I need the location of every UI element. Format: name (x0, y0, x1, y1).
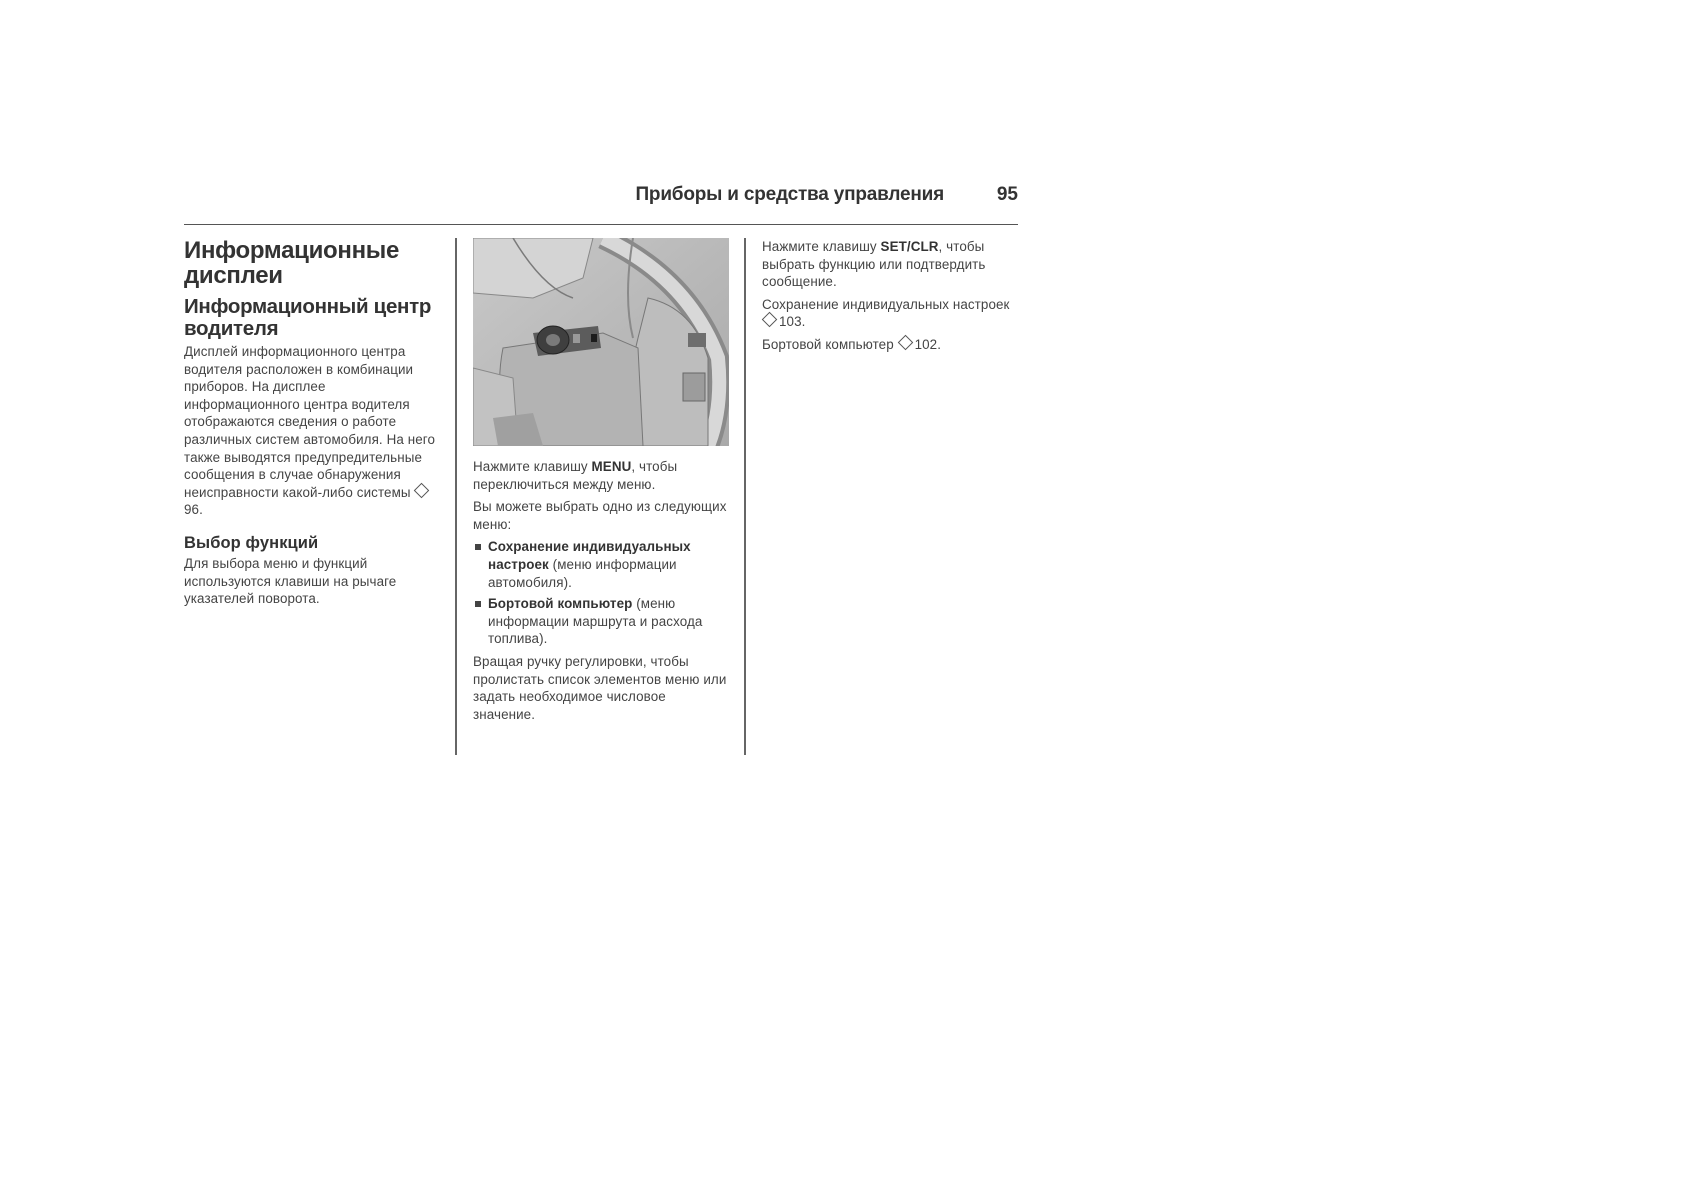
list-item-term: Бортовой компьютер (488, 596, 633, 612)
paragraph (762, 238, 1022, 291)
paragraph-text: Нажмите клавишу (473, 459, 592, 474)
page-reference: 96. (184, 502, 203, 518)
paragraph (473, 458, 729, 493)
paragraph-text: , чтобы выбрать функцию или подтвердить сообщение. (762, 239, 986, 290)
steering-column-illustration (473, 238, 729, 446)
page-reference: 103. (779, 314, 806, 330)
section-title: Информационные дисплеи (184, 237, 400, 289)
page-header (184, 182, 1018, 225)
cross-reference-icon (897, 335, 913, 351)
paragraph-text: Бортовой компьютер (762, 336, 894, 352)
list-item-desc: (меню информации маршрута и расхода топлива). (488, 596, 703, 647)
paragraph: Вы можете выбрать одно из следующих меню: (473, 499, 727, 532)
subheading: Выбор функций (184, 533, 319, 552)
paragraph-text: Дисплей информационного центра водителя расположен в комбинации приборов. На дисплее информационного центра водителя отображаются сведения о работе различных систем автомобиля. На него также выводятся предупредительные сообщения в случае обнаружения неисправности какой-либо системы (184, 344, 435, 500)
page-number: 95 (996, 184, 1018, 205)
list-item (473, 538, 729, 591)
cross-reference-icon (414, 482, 430, 498)
key-menu-label: MENU (591, 459, 632, 474)
paragraph (184, 343, 440, 519)
header-title: Приборы и средства управления (635, 184, 944, 205)
menu-list (473, 538, 729, 648)
page-reference: 102. (914, 336, 942, 352)
paragraph (762, 336, 1022, 354)
paragraph-text: Сохранение индивидуальных настроек (762, 296, 1010, 312)
column-left (184, 238, 440, 613)
key-setclr-label: SET/CLR (880, 239, 939, 254)
column-divider (744, 238, 746, 755)
list-item (473, 595, 729, 648)
paragraph (762, 296, 1022, 331)
paragraph: Для выбора меню и функций используются клавиши на рычаге указателей поворота. (184, 555, 397, 607)
cross-reference-icon (762, 312, 778, 328)
paragraph-text: , чтобы переключиться между меню. (473, 459, 678, 492)
paragraph: Вращая ручку регулировки, чтобы пролистать список элементов меню или задать необходимое числовое значение. (473, 653, 727, 722)
paragraph-text: Нажмите клавишу (762, 239, 881, 254)
column-divider (455, 238, 457, 755)
column-middle (473, 238, 729, 728)
column-right (762, 238, 1022, 359)
subsection-title: Информационный центр водителя (184, 295, 432, 340)
list-item-term: Сохранение индивидуальных настроек (488, 539, 691, 572)
list-item-desc: (меню информации автомобиля). (488, 556, 677, 590)
